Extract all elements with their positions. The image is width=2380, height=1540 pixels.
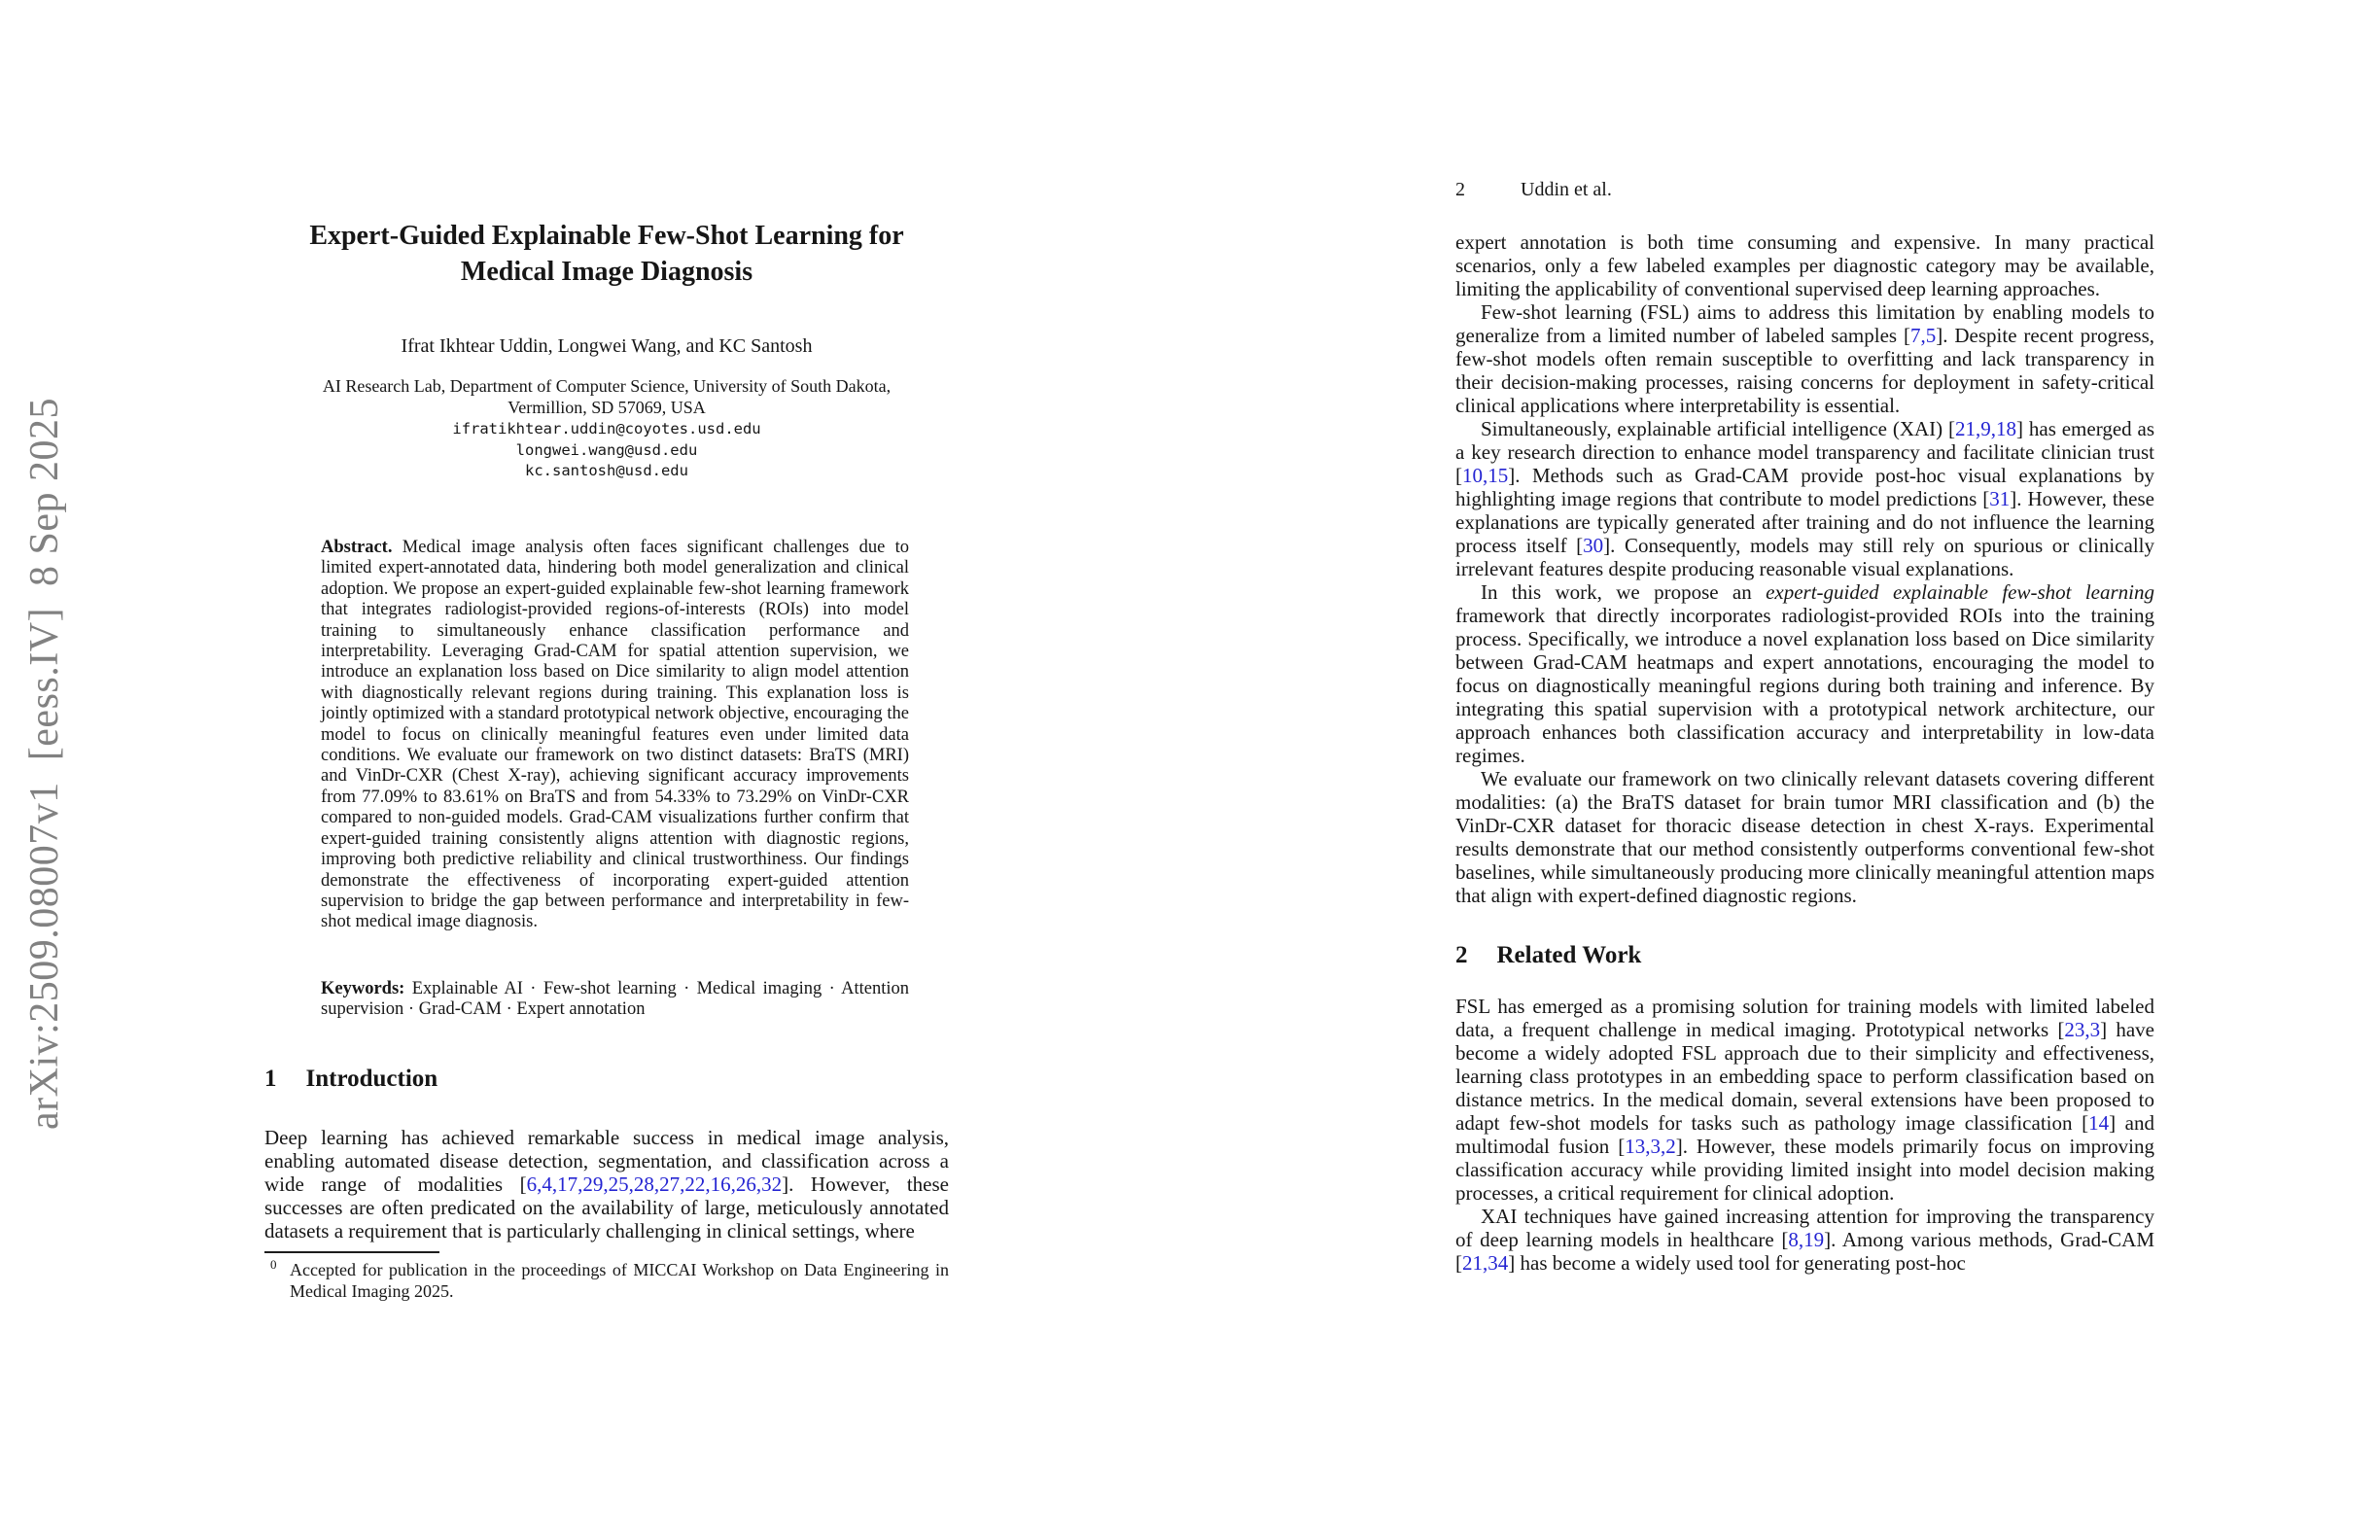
author-emails [264, 419, 949, 482]
body-paragraph [1455, 580, 2154, 767]
email-address: longwei.wang@usd.edu [515, 440, 698, 459]
text-segment: We evaluate our framework on two clinically relevant datasets covering different modalities: (a) the BraTS dataset for brain tumor MRI classification and (b) the VinDr-CXR dataset for thoracic disease detection in chest X-rays. Experimental results demonstrate that our method consistently outperforms conventional few-shot baselines, while simultaneously producing more clinically meaningful attention maps that align with expert-defined diagnostic regions. [1455, 767, 2154, 907]
page-number: 2 [1455, 179, 1465, 200]
body-paragraph [1455, 230, 2154, 300]
keywords-label: Keywords: [321, 979, 405, 998]
citation-link[interactable]: 7,5 [1909, 324, 1937, 347]
text-segment: framework that directly incorporates radiologist-provided ROIs into the training process. Specifically, we introduce a novel explanation loss based on Dice similarity between Grad-CAM heatmaps and expert annotations, encouraging the model to focus on diagnostically meaningful regions during both training and inference. By integrating this spatial supervision with a prototypical network architecture, our approach enhances both classification accuracy and interpretability in low-data regimes. [1455, 604, 2154, 767]
citation-link[interactable]: 31 [1989, 487, 2011, 510]
text-segment: Simultaneously, explainable artificial intelligence (XAI) [ [1481, 417, 1956, 440]
page-1 [264, 0, 949, 1540]
text-segment: ]. Among various methods, Grad-CAM [ [1455, 1228, 2154, 1275]
citation-link[interactable]: 13,3,2 [1625, 1135, 1676, 1158]
text-segment: ]. However, these models primarily focus on improving classification accuracy while providing limited insight into model decision making processes, a critical requirement for clinical adoption. [1455, 1135, 2154, 1205]
keywords-text: Explainable AI · Few-shot learning · Medical imaging · Attention supervision · Grad-CAM · Expert annotation [321, 979, 909, 1020]
paper-title-line-2: Medical Image Diagnosis [460, 257, 753, 287]
footnote [264, 1259, 949, 1302]
citation-link[interactable]: 8,19 [1788, 1228, 1825, 1251]
text-segment: ] and multimodal fusion [ [1455, 1111, 2154, 1158]
citation-link[interactable]: 6,4,17,29,25,28,27,22,16,26,32 [526, 1172, 783, 1196]
abstract-label: Abstract. [321, 538, 393, 557]
text-segment: ]. However, these explanations are typically generated after training and do not influence the learning process itself [ [1455, 487, 2154, 557]
text-segment: Few-shot learning (FSL) aims to address this limitation by enabling models to generalize from a limited number of labeled samples [ [1455, 300, 2154, 347]
text-segment: ] has emerged as a key research direction to enhance model transparency and facilitate clinician trust [ [1455, 417, 2155, 487]
affiliation [264, 375, 949, 418]
paper-title-line-1: Expert-Guided Explainable Few-Shot Learning for [309, 221, 904, 251]
section-heading-introduction [264, 1066, 438, 1093]
running-head [1455, 179, 1612, 201]
text-segment: ] have become a widely adopted FSL approach due to their simplicity and effectiveness, learning class prototypes in an embedding space to perform classification based on distance metrics. In the medical domain, several extensions have been proposed to adapt few-shot models for tasks such as pathology image classification [ [1455, 1018, 2155, 1135]
text-segment: expert-guided explainable few-shot learning [1766, 580, 2154, 604]
citation-link[interactable]: 10,15 [1462, 464, 1509, 487]
footnote-marker: 0 [270, 1257, 277, 1272]
body-paragraph [1455, 300, 2154, 417]
page-2 [1455, 0, 2154, 1540]
citation-link[interactable]: 23,3 [2064, 1018, 2101, 1041]
email-address: ifratikhtear.uddin@coyotes.usd.edu [452, 420, 761, 438]
body-paragraph [1455, 767, 2154, 907]
section-number: 1 [264, 1066, 277, 1092]
section-number: 2 [1455, 942, 1468, 968]
body-paragraph [1455, 995, 2154, 1205]
authors-line: Ifrat Ikhtear Uddin, Longwei Wang, and KC Santosh [401, 335, 813, 357]
arxiv-watermark: arXiv:2509.08007v1 [eess.IV] 8 Sep 2025 [22, 397, 67, 1130]
text-segment: ]. Consequently, models may still rely on spurious or clinically irrelevant features despite producing reasonable visual explanations. [1455, 534, 2154, 580]
citation-link[interactable]: 21,9,18 [1955, 417, 2017, 440]
abstract [321, 538, 909, 933]
intro-paragraph [264, 1126, 949, 1242]
running-head-authors: Uddin et al. [1521, 179, 1612, 200]
text-segment: expert annotation is both time consuming and expensive. In many practical scenarios, only a few labeled examples per diagnostic category may be available, limiting the applicability of conventional supervised deep learning approaches. [1455, 230, 2154, 300]
text-segment: ]. However, these successes are often predicated on the availability of large, meticulously annotated datasets a requirement that is particularly challenging in clinical settings, where [264, 1172, 949, 1242]
abstract-text: Medical image analysis often faces significant challenges due to limited expert-annotated data, hindering both model generalization and clinical adoption. We propose an expert-guided explainable few-shot learning framework that integrates radiologist-provided regions-of-interests (ROIs) into model training to simultaneously enhance classification performance and interpretability. Leveraging Grad-CAM for spatial attention supervision, we introduce an explanation loss based on Dice similarity to align model attention with diagnostically relevant regions during training. This explanation loss is jointly optimized with a standard prototypical network objective, encouraging the model to focus on clinically meaningful features even under limited data conditions. We evaluate our framework on two distinct datasets: BraTS (MRI) and VinDr-CXR (Chest X-ray), achieving significant accuracy improvements from 77.09% to 83.61% on BraTS and from 54.33% to 73.29% on VinDr-CXR compared to non-guided models. Grad-CAM visualizations further confirm that expert-guided training consistently aligns attention with diagnostic regions, improving both predictive reliability and clinical trustworthiness. Our findings demonstrate the effectiveness of incorporating expert-guided attention supervision to bridge the gap between performance and interpretability in few-shot medical image diagnosis. [321, 538, 909, 932]
footnote-text: Accepted for publication in the proceedings of MICCAI Workshop on Data Engineering in Medical Imaging 2025. [290, 1260, 949, 1301]
section-title: Introduction [305, 1066, 438, 1092]
footnote-rule [264, 1251, 439, 1253]
section-heading-related-work [1455, 942, 2154, 969]
paper-title [264, 218, 949, 290]
citation-link[interactable]: 30 [1583, 534, 1604, 557]
body-paragraph [1455, 417, 2154, 580]
citation-link[interactable]: 21,34 [1462, 1251, 1509, 1275]
page-2-body [1455, 230, 2154, 1275]
text-segment: ]. Methods such as Grad-CAM provide post-hoc visual explanations by highlighting image regions that contribute to model predictions [ [1455, 464, 2154, 510]
section-title: Related Work [1496, 942, 1642, 968]
text-segment: In this work, we propose an [1481, 580, 1767, 604]
affiliation-line-1: AI Research Lab, Department of Computer Science, University of South Dakota, [322, 376, 892, 396]
text-segment: FSL has emerged as a promising solution for training models with limited labeled data, a frequent challenge in medical imaging. Prototypical networks [ [1455, 995, 2154, 1041]
text-segment: XAI techniques have gained increasing attention for improving the transparency of deep learning models in healthcare [ [1455, 1205, 2154, 1251]
keywords [321, 979, 909, 1021]
citation-link[interactable]: 14 [2088, 1111, 2110, 1135]
text-segment: ] has become a widely used tool for generating post-hoc [1508, 1251, 1966, 1275]
affiliation-line-2: Vermillion, SD 57069, USA [508, 398, 706, 417]
text-segment: Deep learning has achieved remarkable success in medical image analysis, enabling automated disease detection, segmentation, and classification across a wide range of modalities [ [264, 1126, 949, 1196]
body-paragraph [1455, 1205, 2154, 1275]
email-address: kc.santosh@usd.edu [525, 462, 688, 479]
text-segment: ]. Despite recent progress, few-shot models often remain susceptible to overfitting and lack transparency in their decision-making processes, raising concerns for deployment in safety-critical clinical applications where interpretability is essential. [1455, 324, 2154, 417]
